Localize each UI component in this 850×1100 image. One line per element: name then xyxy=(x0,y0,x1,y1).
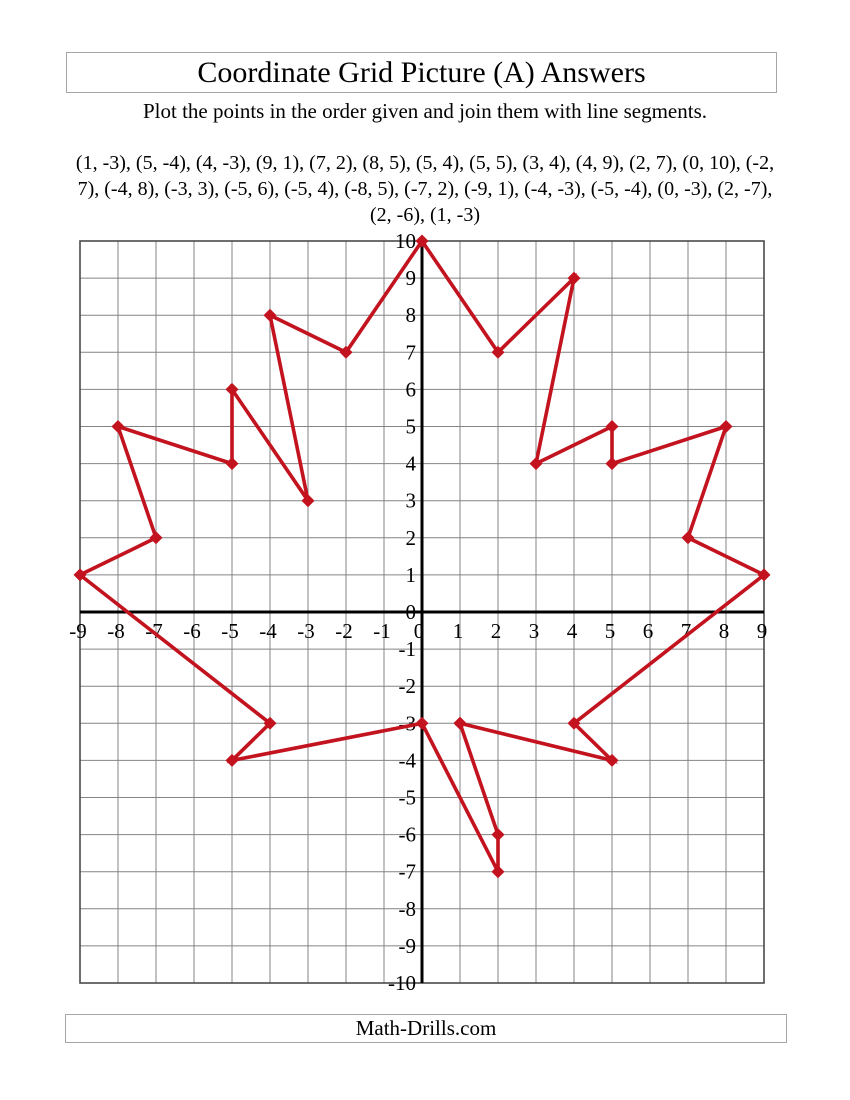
y-tick-label: 4 xyxy=(405,451,416,476)
vertex-marker xyxy=(682,531,695,544)
x-tick-label: 9 xyxy=(756,619,768,643)
x-tick-label: -9 xyxy=(69,619,87,643)
y-tick-label: -6 xyxy=(398,822,416,847)
vertex-marker xyxy=(606,457,619,470)
x-tick-label: 5 xyxy=(604,619,616,643)
y-tick-label: 3 xyxy=(405,488,416,513)
vertex-marker xyxy=(416,717,429,730)
vertex-marker xyxy=(606,420,619,433)
y-tick-label: 7 xyxy=(405,340,416,365)
y-tick-label: 1 xyxy=(405,562,416,587)
x-tick-label: -7 xyxy=(145,619,163,643)
footer-box xyxy=(65,1014,787,1043)
y-tick-label: -3 xyxy=(398,711,416,736)
x-tick-label: -8 xyxy=(107,619,125,643)
y-tick-label: 6 xyxy=(405,377,416,402)
y-tick-label: -4 xyxy=(398,748,416,773)
y-tick-label: -1 xyxy=(398,637,416,662)
x-tick-label: 6 xyxy=(642,619,654,643)
y-tick-label: -10 xyxy=(388,971,416,995)
x-tick-label: 4 xyxy=(566,619,578,643)
x-tick-label: 2 xyxy=(490,619,502,643)
x-tick-label: -5 xyxy=(221,619,239,643)
vertex-marker xyxy=(492,865,505,878)
vertex-marker xyxy=(530,457,543,470)
footer-brand: Math-Drills.com xyxy=(355,1016,497,1040)
vertex-marker xyxy=(150,531,163,544)
y-tick-label: 0 xyxy=(405,600,416,624)
x-tick-label: -3 xyxy=(297,619,315,643)
x-tick-label: 1 xyxy=(452,619,464,643)
page-title: Coordinate Grid Picture (A) Answers xyxy=(197,55,646,89)
vertex-marker xyxy=(112,420,125,433)
y-tick-label: 2 xyxy=(405,525,416,550)
y-tick-label: -2 xyxy=(398,674,416,699)
y-tick-label: -9 xyxy=(398,933,416,958)
x-tick-label: 0 xyxy=(413,619,425,643)
y-tick-label: -5 xyxy=(398,785,416,810)
vertex-marker xyxy=(264,309,277,322)
y-tick-label: 9 xyxy=(405,266,416,291)
vertex-marker xyxy=(720,420,733,433)
y-tick-label: 10 xyxy=(395,229,416,253)
points-list: (1, -3), (5, -4), (4, -3), (9, 1), (7, 2), (8, 5), (5, 4), (5, 5), (3, 4), (4, 9), (2, 7), (0, 10), (-2, 7), (-4, 8), (-3, 3), (-5, 6), (-5, 4), (-8, 5), (-7, 2), (-9, 1), (-4, -3), (-5, -4), (0, -3), (2, -7), (2, -6), (1, -3) xyxy=(75,152,775,226)
x-tick-label: 3 xyxy=(528,619,540,643)
vertex-marker xyxy=(226,457,239,470)
x-tick-label: 8 xyxy=(718,619,730,643)
vertex-marker xyxy=(454,717,467,730)
y-tick-label: -7 xyxy=(398,859,416,884)
x-tick-label: -2 xyxy=(335,619,353,643)
x-tick-label: 7 xyxy=(680,619,692,643)
vertex-marker xyxy=(492,828,505,841)
x-tick-label: -4 xyxy=(259,619,277,643)
instructions-text: Plot the points in the order given and join them with line segments. xyxy=(142,99,707,123)
y-tick-label: 5 xyxy=(405,414,416,439)
x-tick-label: -1 xyxy=(373,619,391,643)
y-tick-label: -8 xyxy=(398,896,416,921)
x-tick-label: -6 xyxy=(183,619,201,643)
y-tick-label: 8 xyxy=(405,303,416,328)
